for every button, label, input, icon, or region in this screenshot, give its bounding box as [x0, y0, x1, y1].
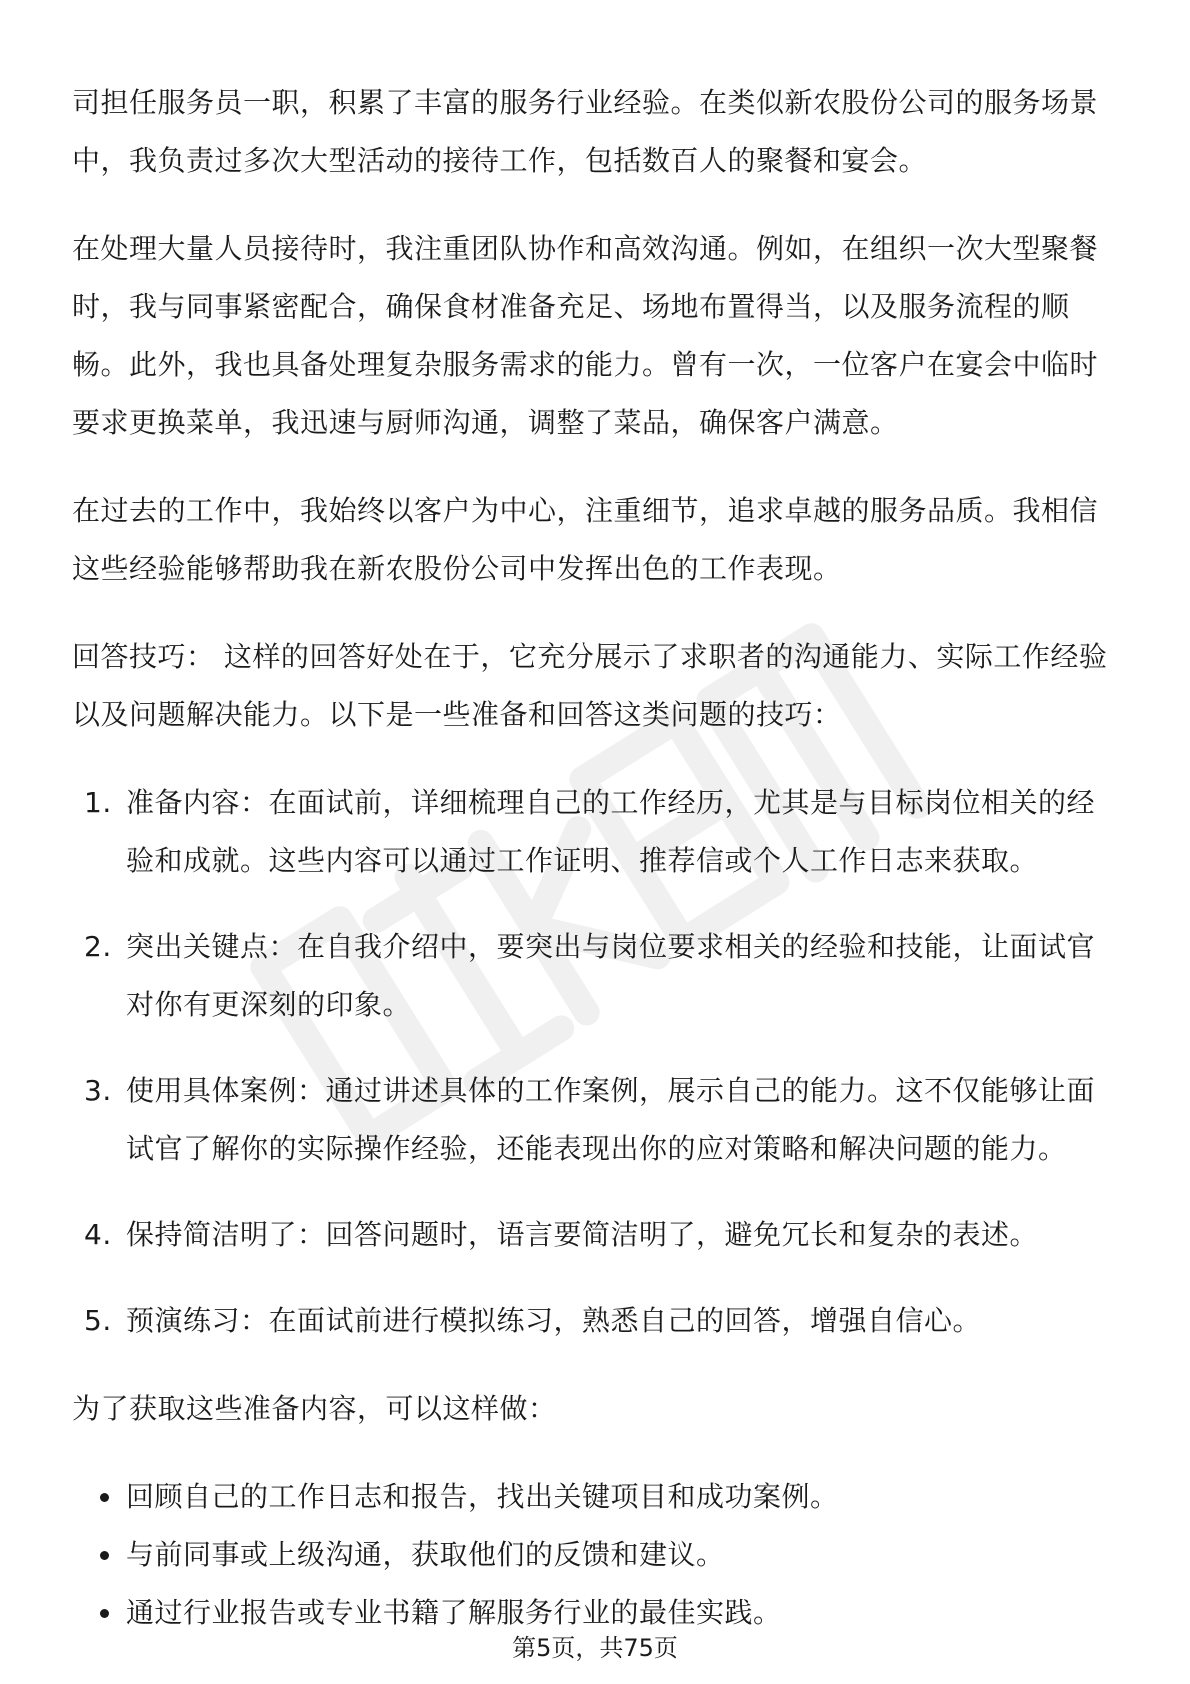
bullet-item [72, 1468, 1122, 1526]
list-item-number: 5. [84, 1304, 112, 1337]
list-item [72, 774, 1122, 890]
content-body [72, 74, 1122, 1642]
list-item-text: 预演练习：在面试前进行模拟练习，熟悉自己的回答，增强自信心。 [126, 1304, 982, 1337]
list-item [72, 1062, 1122, 1178]
list-item-text: 准备内容：在面试前，详细梳理自己的工作经历，尤其是与目标岗位相关的经验和成就。这些内容可以通过工作证明、推荐信或个人工作日志来获取。 [126, 786, 1096, 877]
bullet-item-text: 通过行业报告或专业书籍了解服务行业的最佳实践。 [126, 1596, 782, 1629]
list-item [72, 1292, 1122, 1350]
bullet-item [72, 1526, 1122, 1584]
page-number-footer: 第5页，共75页 [512, 1634, 678, 1662]
paragraph-answer-tips: 回答技巧： 这样的回答好处在于，它充分展示了求职者的沟通能力、实际工作经验以及问题解决能力。以下是一些准备和回答这类问题的技巧： [72, 640, 1108, 731]
paragraph-experience: 司担任服务员一职，积累了丰富的服务行业经验。在类似新农股份公司的服务场景中，我负责过多次大型活动的接待工作，包括数百人的聚餐和宴会。 [72, 86, 1099, 177]
bullet-item-text: 与前同事或上级沟通，获取他们的反馈和建议。 [126, 1538, 725, 1571]
bullet-dot-icon [100, 1609, 109, 1618]
paragraph-preparation: 为了获取这些准备内容，可以这样做： [72, 1392, 557, 1425]
list-item-text: 保持简洁明了：回答问题时，语言要简洁明了，避免冗长和复杂的表述。 [126, 1218, 1039, 1251]
bullet-item-text: 回顾自己的工作日志和报告，找出关键项目和成功案例。 [126, 1480, 839, 1513]
paragraph-teamwork: 在处理大量人员接待时，我注重团队协作和高效沟通。例如，在组织一次大型聚餐时，我与同事紧密配合，确保食材准备充足、场地布置得当，以及服务流程的顺畅。此外，我也具备处理复杂服务需求的能力。曾有一次，一位客户在宴会中临时要求更换菜单，我迅速与厨师沟通，调整了菜品，确保客户满意。 [72, 232, 1099, 439]
list-item [72, 1206, 1122, 1264]
tips-list [72, 774, 1122, 1350]
list-item-number: 3. [84, 1074, 112, 1107]
preparation-bullet-list [72, 1468, 1122, 1642]
bullet-dot-icon [100, 1493, 109, 1502]
list-item-text: 使用具体案例：通过讲述具体的工作案例，展示自己的能力。这不仅能够让面试官了解你的实际操作经验，还能表现出你的应对策略和解决问题的能力。 [126, 1074, 1096, 1165]
list-item-text: 突出关键点：在自我介绍中，要突出与岗位要求相关的经验和技能，让面试官对你有更深刻的印象。 [126, 930, 1096, 1021]
bullet-dot-icon [100, 1551, 109, 1560]
list-item-number: 2. [84, 930, 112, 963]
list-item-number: 4. [84, 1218, 112, 1251]
list-item-number: 1. [84, 786, 112, 819]
list-item [72, 918, 1122, 1034]
paragraph-summary: 在过去的工作中，我始终以客户为中心，注重细节，追求卓越的服务品质。我相信这些经验能够帮助我在新农股份公司中发挥出色的工作表现。 [72, 494, 1099, 585]
